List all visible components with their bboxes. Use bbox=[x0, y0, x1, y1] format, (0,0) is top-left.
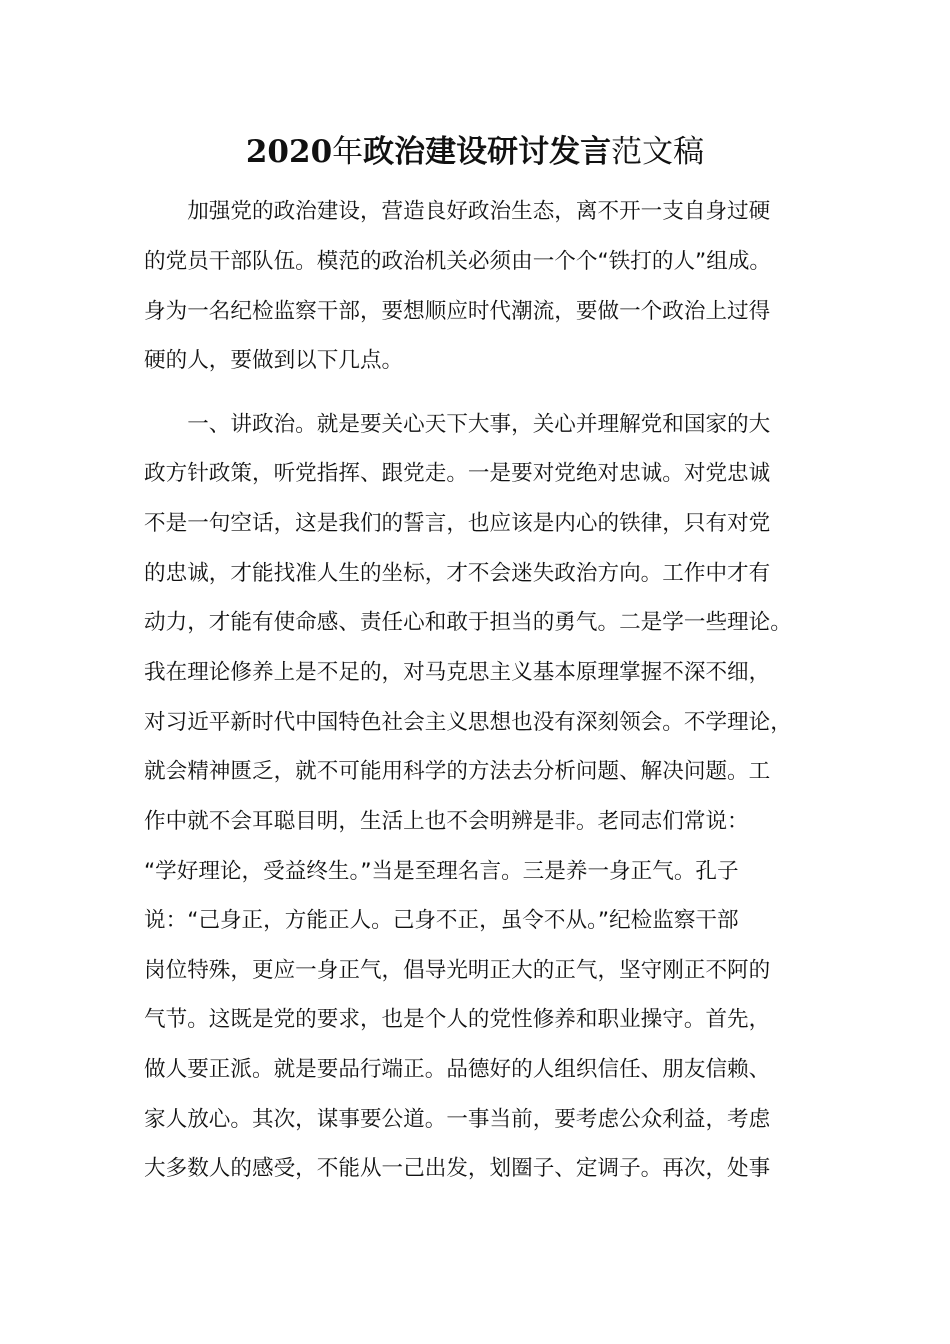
document-title bbox=[0, 128, 950, 176]
body-line: 的党员干部队伍。模范的政治机关必须由一个个“铁打的人”组成。 bbox=[144, 249, 772, 274]
title-nian: 年 bbox=[332, 134, 364, 170]
body-line: 我在理论修养上是不足的，对马克思主义基本原理掌握不深不细， bbox=[144, 660, 771, 685]
body-line: 家人放心。其次，谋事要公道。一事当前，要考虑公众利益，考虑 bbox=[144, 1107, 771, 1132]
body-line: “学好理论，受益终生。”当是至理名言。三是养一身正气。孔子 bbox=[144, 859, 739, 884]
body-line: 身为一名纪检监察干部，要想顺应时代潮流，要做一个政治上过得 bbox=[144, 299, 771, 324]
body-line: 说：“己身正，方能正人。己身不正，虽令不从。”纪检监察干部 bbox=[144, 908, 739, 933]
body-line: 大多数人的感受，不能从一己出发，划圈子、定调子。再次，处事 bbox=[144, 1156, 771, 1181]
body-line: 一、讲政治。就是要关心天下大事，关心并理解党和国家的大 bbox=[144, 412, 771, 437]
body-line: 做人要正派。就是要品行端正。品德好的人组织信任、朋友信赖、 bbox=[144, 1057, 771, 1082]
body-line: 硬的人，要做到以下几点。 bbox=[144, 348, 404, 373]
body-line: 加强党的政治建设，营造良好政治生态，离不开一支自身过硬 bbox=[144, 199, 771, 224]
body-line: 气节。这既是党的要求，也是个人的党性修养和职业操守。首先， bbox=[144, 1007, 771, 1032]
body-line: 作中就不会耳聪目明，生活上也不会明辨是非。老同志们常说： bbox=[144, 809, 749, 834]
title-bold-part: 政治建设研讨发言 bbox=[363, 134, 612, 170]
body-line: 政方针政策，听党指挥、跟党走。一是要对党绝对忠诚。对党忠诚 bbox=[144, 461, 771, 486]
body-line: 不是一句空话，这是我们的誓言，也应该是内心的铁律，只有对党 bbox=[144, 511, 771, 536]
title-year: 2020 bbox=[245, 134, 333, 170]
body-line: 的忠诚，才能找准人生的坐标，才不会迷失政治方向。工作中才有 bbox=[144, 561, 771, 586]
title-normal-part: 范文稿 bbox=[611, 134, 705, 170]
body-line: 动力，才能有使命感、责任心和敢于担当的勇气。二是学一些理论。 bbox=[144, 610, 792, 635]
body-line: 岗位特殊，更应一身正气，倡导光明正大的正气，坚守刚正不阿的 bbox=[144, 958, 771, 983]
body-line: 就会精神匮乏，就不可能用科学的方法去分析问题、解决问题。工 bbox=[144, 759, 771, 784]
body-line: 对习近平新时代中国特色社会主义思想也没有深刻领会。不学理论， bbox=[144, 710, 792, 735]
